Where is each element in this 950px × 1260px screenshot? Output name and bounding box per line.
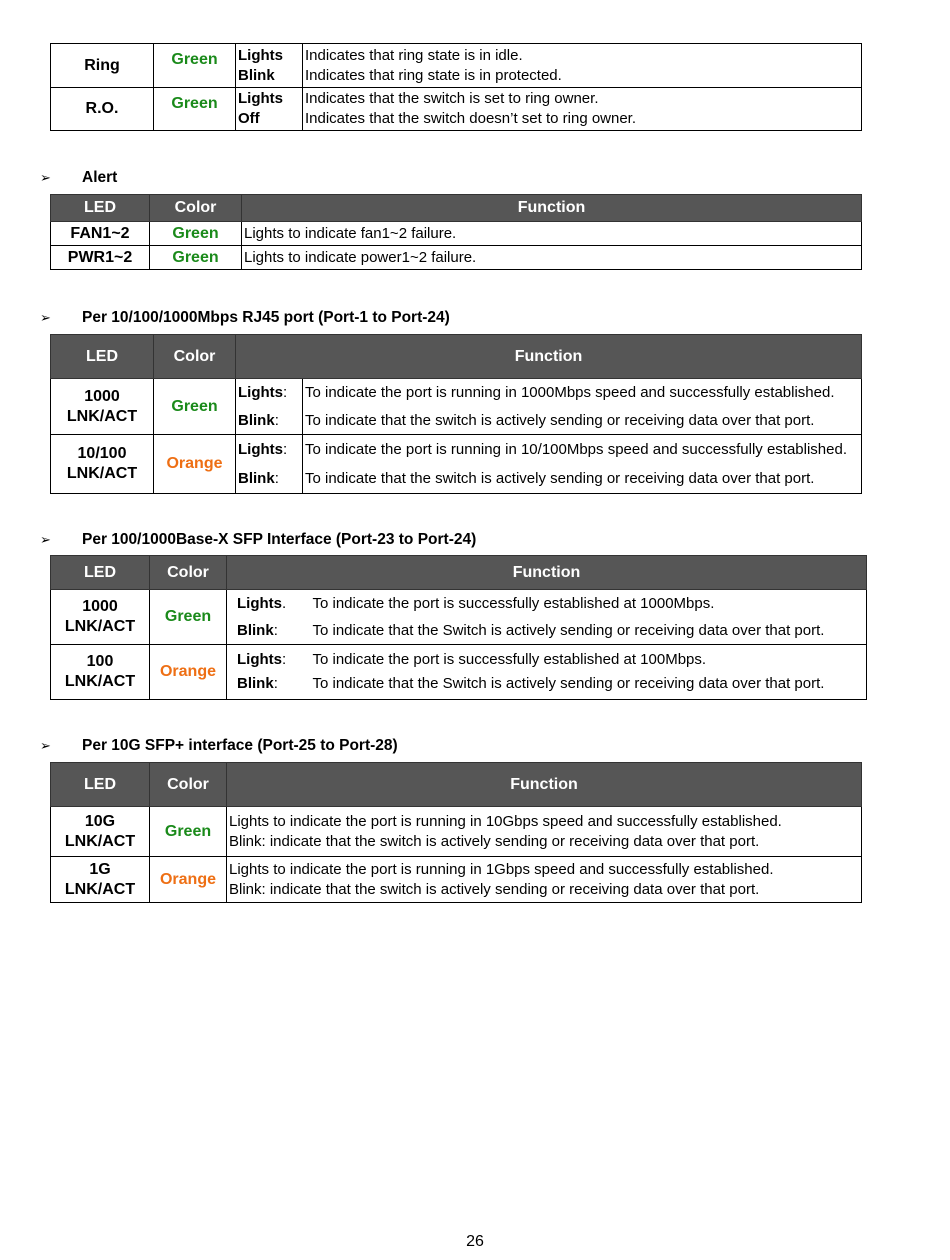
state-label: Lights xyxy=(237,595,282,612)
led-name: 1G xyxy=(89,860,111,878)
sfp-led-table xyxy=(50,555,867,700)
rj45-led-table xyxy=(50,334,862,494)
state-description: To indicate that the switch is actively sending or receiving data over that port. xyxy=(305,412,815,429)
led-name: R.O. xyxy=(51,88,154,131)
state-label: Blink xyxy=(237,675,274,692)
state-label: Lights xyxy=(237,651,282,668)
state-label: Blink xyxy=(238,470,275,487)
table-row xyxy=(51,435,862,494)
state-description: Indicates that the switch doesn’t set to ring owner. xyxy=(305,110,637,127)
sfp-table-block xyxy=(50,555,867,700)
separator: : xyxy=(273,622,278,639)
arrow-bullet-icon: ➢ xyxy=(40,310,51,325)
led-function: Lights to indicate fan1~2 failure. xyxy=(242,222,862,246)
led-name: LNK/ACT xyxy=(64,832,136,850)
column-header: LED xyxy=(51,335,154,379)
section-title: Per 10G SFP+ interface (Port-25 to Port-28) xyxy=(82,737,398,754)
led-name: 10G xyxy=(84,812,116,830)
sfp-heading xyxy=(40,531,476,549)
separator: : xyxy=(273,675,278,692)
separator: : xyxy=(274,412,279,429)
state-label: Blink xyxy=(238,412,275,429)
arrow-bullet-icon: ➢ xyxy=(40,170,51,185)
led-color: Green xyxy=(150,590,227,645)
table-row xyxy=(51,246,862,270)
state-description: Indicates that ring state is in protected. xyxy=(305,66,562,84)
separator: : xyxy=(274,470,279,487)
led-name: PWR1~2 xyxy=(51,246,150,270)
rj45-table-block xyxy=(50,334,862,494)
page-number: 26 xyxy=(466,1233,484,1250)
state-label: Off xyxy=(238,110,260,127)
state-label: Blink xyxy=(237,622,274,639)
state-label: Lights xyxy=(238,441,283,458)
led-color: Green xyxy=(154,88,236,131)
led-name: 100 xyxy=(86,653,114,670)
ring-table-block xyxy=(50,43,862,131)
sfpplus-led-table xyxy=(50,762,862,903)
state-description: To indicate the port is successfully established at 1000Mbps. xyxy=(312,595,715,612)
state-description: Indicates that the switch is set to ring owner. xyxy=(305,90,599,107)
led-name: FAN1~2 xyxy=(51,222,150,246)
table-header-row xyxy=(51,195,862,222)
table-row xyxy=(51,222,862,246)
separator: : xyxy=(282,651,287,668)
table-row xyxy=(51,44,862,88)
led-name: LNK/ACT xyxy=(64,618,136,635)
column-header: Color xyxy=(150,556,227,590)
section-title: Per 100/1000Base-X SFP Interface (Port-23 to Port-24) xyxy=(82,531,477,548)
state-label: Blink xyxy=(238,66,275,84)
led-function: Lights to indicate the port is running in 10Gbps speed and successfully established. xyxy=(229,812,782,830)
led-color: Green xyxy=(150,246,242,270)
separator: : xyxy=(283,384,288,401)
led-function: Lights to indicate the port is running in 1Gbps speed and successfully established. xyxy=(229,860,774,878)
alert-led-table xyxy=(50,194,862,270)
state-description: To indicate the port is running in 10/100Mbps speed and successfully established. xyxy=(305,441,847,458)
state-description: To indicate the port is running in 1000Mbps speed and successfully established. xyxy=(305,384,835,401)
state-description: To indicate that the switch is actively sending or receiving data over that port. xyxy=(305,470,815,487)
column-header: Function xyxy=(227,556,867,590)
rj45-heading xyxy=(40,309,450,327)
table-row xyxy=(51,645,867,700)
led-name: LNK/ACT xyxy=(66,407,138,425)
column-header: Color xyxy=(150,763,227,807)
led-name: 1000 xyxy=(84,387,120,405)
state-description: To indicate that the Switch is actively sending or receiving data over that port. xyxy=(312,675,825,692)
alert-table-block xyxy=(50,194,862,270)
column-header: Function xyxy=(227,763,862,807)
sfpplus-table-block xyxy=(50,762,862,903)
led-color: Green xyxy=(154,379,236,435)
led-color: Orange xyxy=(150,645,227,700)
table-row xyxy=(51,379,862,435)
led-color: Orange xyxy=(150,857,227,903)
section-title: Alert xyxy=(82,169,118,186)
column-header: Function xyxy=(242,195,862,222)
separator: : xyxy=(283,441,288,458)
table-row xyxy=(51,88,862,131)
led-color: Orange xyxy=(154,435,236,494)
state-description: To indicate the port is successfully established at 100Mbps. xyxy=(312,651,707,668)
table-header-row xyxy=(51,335,862,379)
led-color: Green xyxy=(154,44,236,88)
sfpplus-heading xyxy=(40,737,398,755)
led-function: Lights to indicate power1~2 failure. xyxy=(242,246,862,270)
state-description: Indicates that ring state is in idle. xyxy=(305,46,523,64)
led-name: LNK/ACT xyxy=(64,880,136,898)
led-name: 1000 xyxy=(82,598,118,615)
column-header: Function xyxy=(236,335,862,379)
table-header-row xyxy=(51,556,867,590)
column-header: Color xyxy=(150,195,242,222)
column-header: LED xyxy=(51,763,150,807)
column-header: Color xyxy=(154,335,236,379)
led-name: LNK/ACT xyxy=(66,465,138,482)
column-header: LED xyxy=(51,195,150,222)
state-label: Lights xyxy=(238,384,283,401)
separator: . xyxy=(282,595,287,612)
table-row xyxy=(51,857,862,903)
state-description: To indicate that the Switch is actively sending or receiving data over that port. xyxy=(312,622,825,639)
led-name: Ring xyxy=(51,44,154,88)
ring-led-table xyxy=(50,43,862,131)
table-header-row xyxy=(51,763,862,807)
table-row xyxy=(51,807,862,857)
alert-heading xyxy=(40,169,117,187)
led-function: Blink: indicate that the switch is actively sending or receiving data over that port. xyxy=(229,880,760,898)
arrow-bullet-icon: ➢ xyxy=(40,532,51,547)
led-function: Blink: indicate that the switch is actively sending or receiving data over that port. xyxy=(229,832,760,850)
arrow-bullet-icon: ➢ xyxy=(40,738,51,753)
table-row xyxy=(51,590,867,645)
led-name: LNK/ACT xyxy=(64,673,136,690)
led-name: 10/100 xyxy=(77,445,127,462)
led-color: Green xyxy=(150,807,227,857)
led-color: Green xyxy=(150,222,242,246)
section-title: Per 10/100/1000Mbps RJ45 port (Port-1 to Port-24) xyxy=(82,309,450,326)
state-label: Lights xyxy=(238,90,283,107)
state-label: Lights xyxy=(238,46,283,64)
column-header: LED xyxy=(51,556,150,590)
